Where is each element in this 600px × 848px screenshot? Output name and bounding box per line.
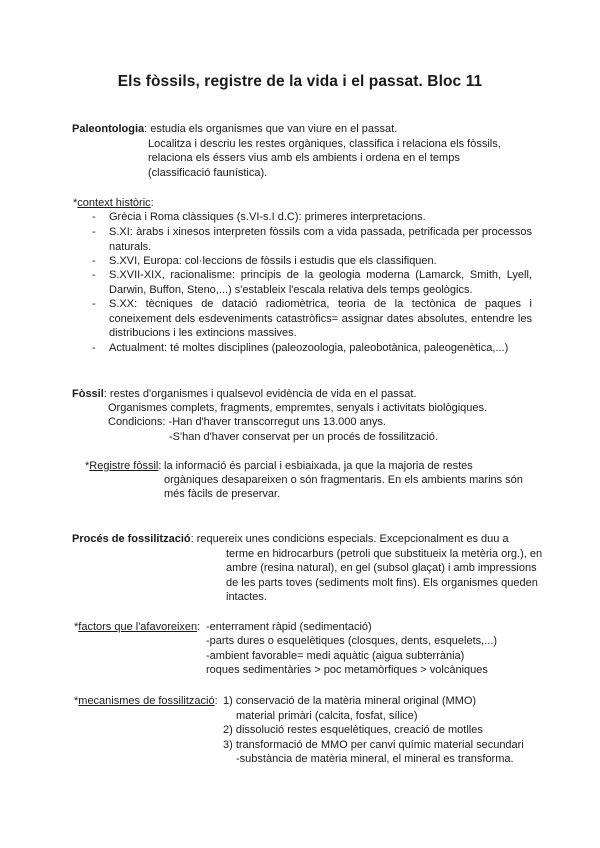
context-prefix: * — [73, 197, 78, 209]
list-item — [92, 341, 532, 356]
paleontologia-line: relaciona els éssers vius amb els ambients i ordena en el temps — [148, 152, 460, 164]
paleontologia-line: (classificació faunística). — [148, 167, 268, 179]
bullet-dash: - — [92, 226, 96, 238]
list-item-text: S.XI: àrabs i xinesos interpreten fòssils com a vida passada, petrificada per processos naturals. — [109, 226, 532, 253]
context-heading-text: context històric — [77, 197, 151, 209]
list-item-text: Grècia i Roma clàssiques (s.VI-s.I d.C): primeres interpretacions. — [109, 211, 426, 223]
fossil-conditions — [108, 415, 386, 430]
registre-suffix: : — [158, 460, 162, 472]
mecanisme-item: 2) dissolució restes esquelètiques, creació de motlles — [223, 724, 483, 736]
fossil-line: Organismes complets, fragments, empremtes, senyals i activitats biològiques. — [108, 402, 488, 414]
factors-prefix: * — [74, 621, 79, 633]
list-item — [92, 225, 532, 254]
bullet-dash: - — [92, 211, 96, 223]
context-suffix: : — [150, 197, 154, 209]
condition-2: -S'han d'haver conservat per un procés de fossilització. — [169, 431, 438, 443]
registre-prefix: * — [85, 460, 90, 472]
paleontologia-text: : estudia els organismes que van viure en el passat. — [144, 123, 398, 135]
context-heading — [73, 196, 154, 211]
list-item — [92, 268, 532, 297]
proces-text: intactes. — [226, 591, 267, 603]
list-item-text: S.XVI, Europa: col·leccions de fòssils i estudis que els classifiquen. — [109, 255, 437, 267]
list-item-text: S.XX: tècniques de datació radiomètrica, teoria de la tectònica de paques i coneixement dels esdeveniments catastròfics= assignar dates absolutes, entendre les distribucions i les extincions massives. — [109, 298, 532, 340]
condition-1: -Han d'haver transcorregut uns 13.000 anys. — [168, 416, 386, 428]
paleontologia-term: Paleontologia — [72, 123, 145, 135]
mecanismes-heading — [74, 694, 218, 709]
list-item — [92, 297, 532, 341]
fossil-definition — [72, 387, 417, 402]
list-item-text: Actualment: té moltes disciplines (paleozoologia, paleobotànica, paleogenètica,...) — [109, 342, 509, 354]
mecanisme-item: material primàri (calcita, fosfat, sílice) — [236, 710, 418, 722]
paleontologia-definition — [72, 122, 397, 137]
conditions-label: Condicions: — [108, 416, 166, 428]
registre-heading — [85, 459, 161, 474]
factor-item: -ambient favorable= medi aquàtic (aigua subterrània) — [206, 650, 465, 662]
factor-item: roques sedimentàries > poc metamòrfiques > volcàniques — [206, 664, 488, 676]
bullet-dash: - — [92, 298, 96, 310]
factors-heading — [74, 620, 200, 635]
proces-term: Procés de fossilització — [72, 533, 191, 545]
registre-text: orgàniques desapareixen o són fragmentaris. En els ambients marins són — [164, 474, 523, 486]
bullet-dash: - — [92, 269, 96, 281]
bullet-dash: - — [92, 255, 96, 267]
paleontologia-line: Localitza i descriu les restes orgàniques, classifica i relaciona els fòssils, — [148, 138, 501, 150]
mecanisme-item: 3) transformació de MMO per canvi químic material secundari — [223, 739, 524, 751]
mecanisme-item: 1) conservació de la matèria mineral original (MMO) — [223, 695, 477, 707]
factors-heading-text: factors que l'afavoreixen — [78, 621, 198, 633]
mecanismes-prefix: * — [74, 695, 79, 707]
factors-suffix: : — [197, 621, 201, 633]
proces-text: : requereix unes condicions especials. Excepcionalment es duu a — [190, 533, 509, 545]
factor-item: -enterrament ràpid (sedimentació) — [206, 621, 372, 633]
mecanismes-heading-text: mecanismes de fossilització — [78, 695, 215, 707]
fossil-text: : restes d'organismes i qualsevol evidència de vida en el passat. — [103, 388, 417, 400]
list-item — [92, 210, 532, 225]
registre-text: més fàcils de preservar. — [164, 488, 281, 500]
bullet-dash: - — [92, 342, 96, 354]
mecanismes-suffix: : — [214, 695, 218, 707]
page-title: Els fòssils, registre de la vida i el passat. Bloc 11 — [117, 73, 483, 90]
mecanisme-item: -substància de matèria mineral, el mineral es transforma. — [236, 753, 514, 765]
registre-heading-text: Registre fòssil — [89, 460, 159, 472]
proces-text: ambre (resina natural), en gel (subsol glaçat) i amb impressions — [226, 562, 537, 574]
proces-definition — [72, 532, 509, 547]
proces-text: de les parts toves (sediments molt fins). Els organismes queden — [226, 577, 538, 589]
list-item — [92, 254, 532, 269]
proces-text: terme en hidrocarburs (petroli que substitueix la metèria org.), en — [226, 548, 543, 560]
registre-text: la informació és parcial i esbiaixada, ja que la majoria de restes — [164, 460, 473, 472]
fossil-term: Fòssil — [72, 388, 104, 400]
list-item-text: S.XVII-XIX, racionalisme: principis de la geologia moderna (Lamarck, Smith, Lyell, Darwin, Buffon, Steno,...) s'estableix l'escala relativa dels temps geològics. — [109, 269, 532, 296]
factor-item: -parts dures o esquelètiques (closques, dents, esquelets,...) — [206, 635, 498, 647]
